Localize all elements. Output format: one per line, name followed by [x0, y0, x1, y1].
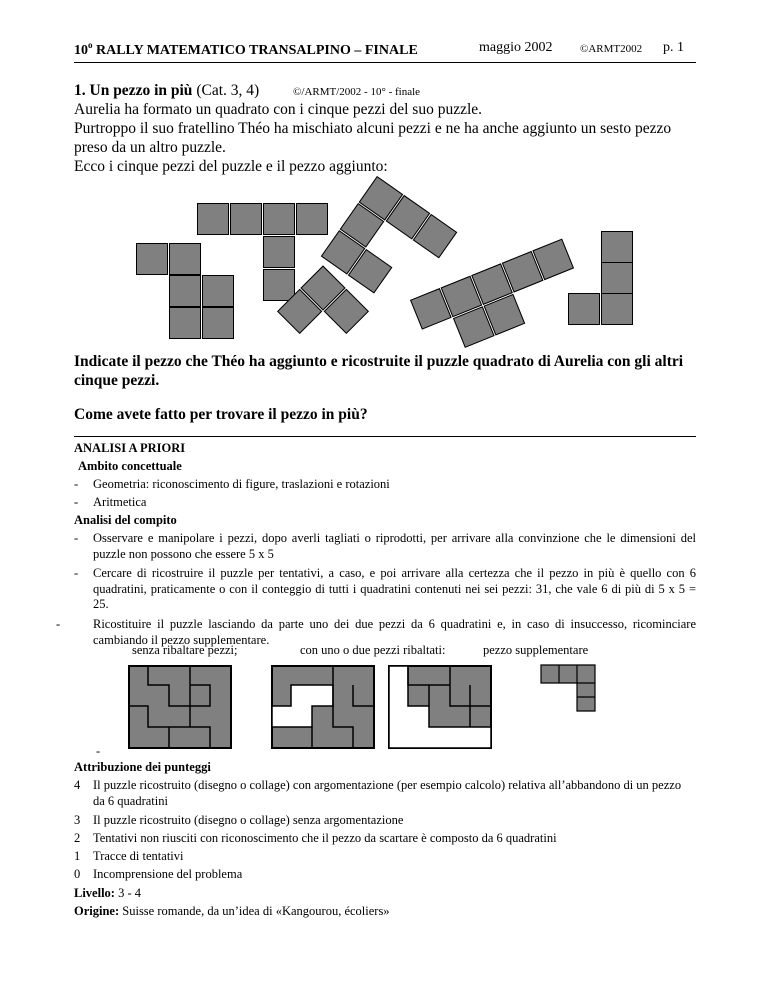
punteggio-2-text: Tentativi non riusciti con riconoscimento che il pezzo da scartare è composto da 6 quadratini: [93, 831, 557, 845]
punteggio-3-score: 3: [74, 813, 81, 827]
solution-square-3: [388, 665, 492, 749]
punteggio-2-score: 2: [74, 831, 81, 845]
caption-3: pezzo supplementare: [483, 643, 589, 657]
solution-square-1: [128, 665, 232, 749]
problem-heading: 1. Un pezzo in più (Cat. 3, 4) ©/ARMT/2002 - 10° - finale: [74, 82, 421, 99]
punteggio-3-text: Il puzzle ricostruito (disegno o collage) senza argomentazione: [93, 813, 404, 827]
problem-line-2: Purtroppo il suo fratellino Théo ha mischiato alcuni pezzi e ne ha anche aggiunto un sesto pezzo: [74, 120, 672, 137]
problem-line-3: preso da un altro puzzle.: [74, 139, 226, 156]
punteggi-title: Attribuzione dei punteggi: [74, 760, 211, 774]
punteggio-1-score: 1: [74, 849, 81, 863]
ambito-title: Ambito concettuale: [78, 459, 182, 473]
punteggio-4-text: Il puzzle ricostruito (disegno o collage) con argomentazione (per esempio calcolo) relativa all’abbandono di un pezzo da 6 quadratini: [93, 778, 682, 808]
question-2: Come avete fatto per trovare il pezzo in più?: [74, 406, 368, 423]
problem-line-4: Ecco i cinque pezzi del puzzle e il pezzo aggiunto:: [74, 158, 388, 175]
origine: Origine: Suisse romande, da un’idea di «Kangourou, écoliers»: [74, 904, 390, 918]
header-date: maggio 2002: [479, 40, 553, 55]
punteggio-1-text: Tracce di tentativi: [93, 849, 184, 863]
analysis-title: ANALISI A PRIORI: [74, 441, 186, 455]
header-page: p. 1: [663, 40, 684, 55]
compito-item-2: Cercare di ricostruire il puzzle per tentativi, a caso, e poi arrivare alla certezza che il pezzo in più è quello con 6 quadratini, praticamente o con il conteggio di tutti i quadratini contenuti nei sei pezzi: 31, che vale 6 di più di 5 x 5 = 25.: [93, 566, 696, 611]
punteggio-0-text: Incomprensione del problema: [93, 867, 243, 881]
question-1: Indicate il pezzo che Théo ha aggiunto e ricostruite il puzzle quadrato di Aurelia con gli altri cinque pezzi.: [74, 353, 684, 389]
compito-title: Analisi del compito: [74, 513, 177, 527]
punteggio-4-score: 4: [74, 778, 81, 792]
compito-item-1: Osservare e manipolare i pezzi, dopo averli tagliati o riprodotti, per arrivare alla convinzione che le dimensioni del puzzle non possono che essere 5 x 5: [93, 531, 696, 561]
header-copyright: ©ARMT2002: [580, 43, 643, 55]
solution-square-2: [271, 665, 375, 749]
extra-piece: [540, 664, 600, 714]
ambito-item-2: Aritmetica: [93, 495, 147, 509]
caption-2: con uno o due pezzi ribaltati:: [300, 643, 446, 657]
punteggio-0-score: 0: [74, 867, 81, 881]
section-rule: [74, 436, 696, 437]
ambito-item-1: Geometria: riconoscimento di figure, traslazioni e rotazioni: [93, 477, 390, 491]
problem-line-1: Aurelia ha formato un quadrato con i cinque pezzi del suo puzzle.: [74, 101, 483, 118]
header-rule: [74, 62, 696, 63]
header-title: 10$^o$ RALLY MATEMATICO TRANSALPINO – FINALE: [74, 40, 418, 58]
livello: Livello: 3 - 4: [74, 886, 142, 900]
compito-item-3: Ricostituire il puzzle lasciando da parte uno dei due pezzi da 6 quadratini e, in caso di insuccesso, ricominciare cambiando il pezzo supplementare.: [93, 617, 696, 647]
caption-1: senza ribaltare pezzi;: [132, 643, 238, 657]
